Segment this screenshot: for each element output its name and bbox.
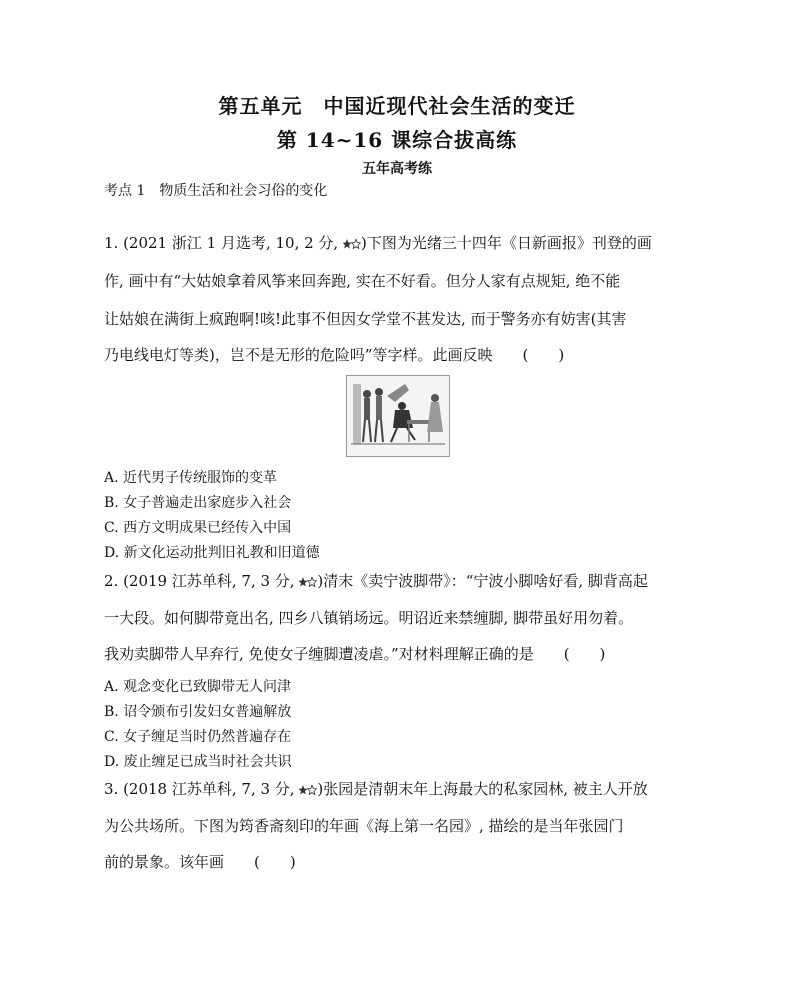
q1-source: 1. (2021 浙江 1 月选考, 10, 2 分, (104, 234, 343, 252)
q1-line-1 (104, 232, 652, 253)
q2-line-2: 一大段。如何脚带竟出名, 四乡八镇销场远。明诏近来禁缠脚, 脚带虽好用勿着。 (104, 609, 634, 627)
q3-line-1 (104, 778, 648, 799)
q1-option-d[interactable]: D. 新文化运动批判旧礼教和旧道德 (104, 545, 320, 561)
q1-option-c[interactable]: C. 西方文明成果已经传入中国 (104, 520, 292, 536)
q3-line-3: 前的景象。该年画 ( ) (104, 853, 296, 871)
q2-line-3: 我劝卖脚带人早弃行, 免使女子缠脚遭凌虐。”对材料理解正确的是 ( ) (104, 645, 606, 663)
q2-option-d[interactable]: D. 废止缠足已成当时社会共识 (104, 754, 292, 770)
difficulty-stars-icon (299, 785, 317, 795)
unit-title: 第五单元 中国近现代社会生活的变迁 (218, 94, 576, 118)
illustration-image (347, 376, 449, 456)
difficulty-stars-icon (343, 239, 361, 249)
newspaper-illustration (346, 375, 450, 457)
q3-line-2: 为公共场所。下图为筠香斋刻印的年画《海上第一名园》, 描绘的是当年张园门 (104, 817, 624, 835)
lesson-title: 第 14~16 课综合拔高练 (276, 128, 518, 152)
q1-line-4: 乃电线电灯等类)，岂不是无形的危险吗”等字样。此画反映 ( ) (104, 346, 565, 364)
q2-option-c[interactable]: C. 女子缠足当时仍然普遍存在 (104, 729, 292, 745)
q3-source: 3. (2018 江苏单科, 7, 3 分, (104, 780, 300, 798)
q1-stem-start: )下图为光绪三十四年《日新画报》刊登的画 (360, 234, 652, 252)
q2-line-1 (104, 570, 648, 591)
q3-stem-start: )张园是清朝末年上海最大的私家园林, 被主人开放 (317, 780, 648, 798)
q1-option-a[interactable]: A. 近代男子传统服饰的变革 (104, 470, 278, 486)
section-heading: 考点 1 物质生活和社会习俗的变化 (104, 183, 328, 199)
subtitle: 五年高考练 (362, 161, 432, 177)
q1-option-b[interactable]: B. 女子普遍走出家庭步入社会 (104, 495, 292, 511)
q2-option-a[interactable]: A. 观念变化已致脚带无人问津 (104, 679, 292, 695)
q2-source: 2. (2019 江苏单科, 7, 3 分, (104, 572, 300, 590)
q2-stem-start: )清末《卖宁波脚带》：“宁波小脚啥好看, 脚背高起 (317, 572, 648, 590)
q2-option-b[interactable]: B. 诏令颁布引发妇女普遍解放 (104, 704, 292, 720)
q1-line-3: 让姑娘在满街上疯跑啊!咳!此事不但因女学堂不甚发达, 而于警务亦有妨害(其害 (104, 310, 627, 328)
q1-line-2: 作, 画中有“大姑娘拿着风筝来回奔跑, 实在不好看。但分人家有点规矩, 绝不能 (104, 272, 621, 290)
difficulty-stars-icon (299, 577, 317, 587)
